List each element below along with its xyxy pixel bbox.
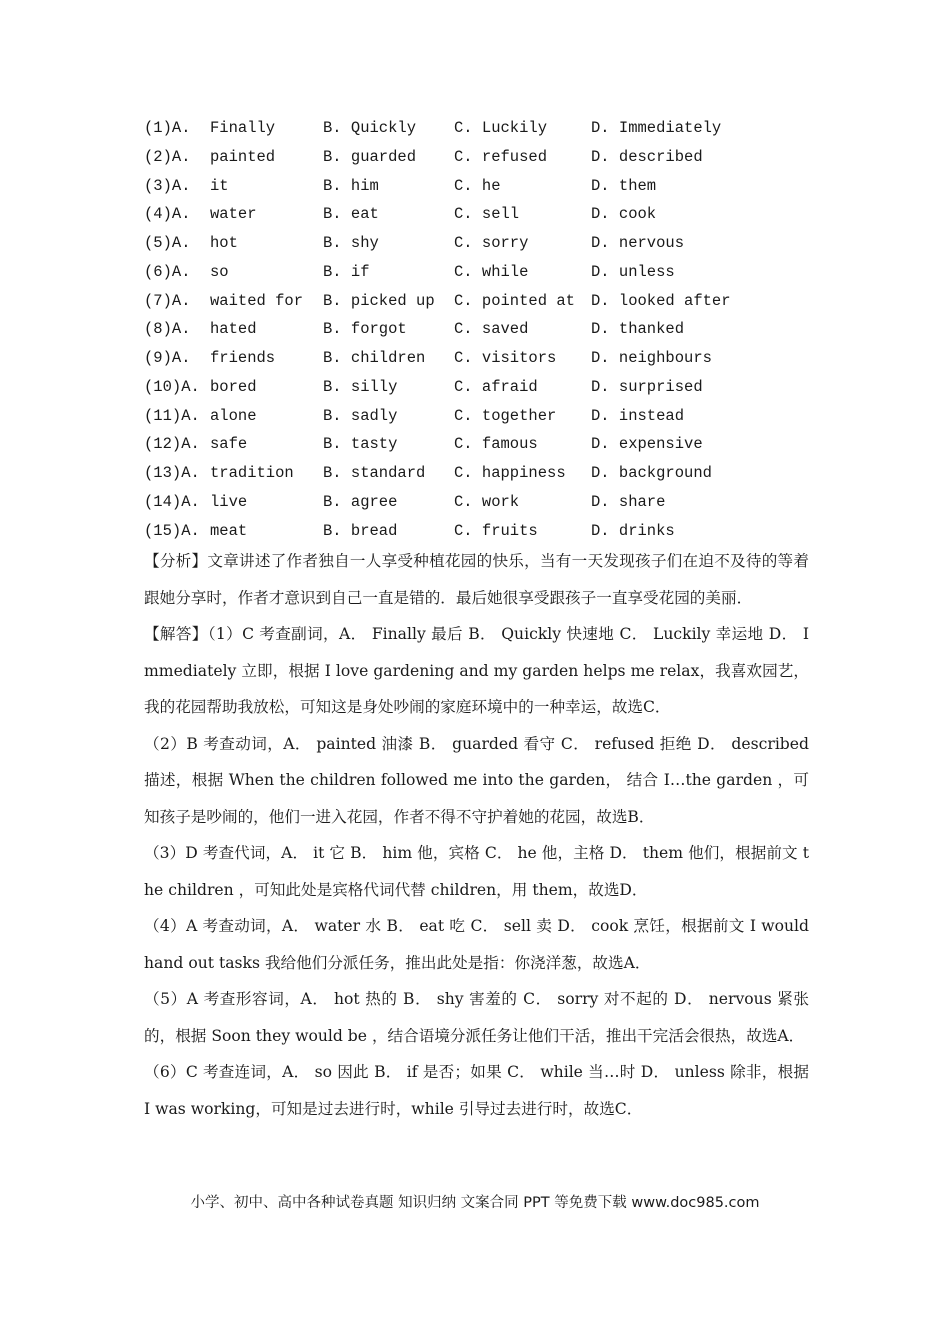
question-number: (13)A.	[144, 464, 200, 482]
option-row	[144, 459, 824, 488]
option-c: C. he	[454, 176, 501, 195]
answer-4: （4）A 考查动词，A． water 水 B． eat 吃 C． sell 卖 D． cook 烹饪，根据前文 I would hand out tasks 我给他们分派任务，推出此处是指：你浇洋葱，故选A．	[144, 917, 809, 972]
answer-3: （3）D 考查代词，A． it 它 B． him 他，宾格 C． he 他，主格 D． them 他们，根据前文 the children ，可知此处是宾格代词代替 children，用 them，故选D．	[144, 844, 809, 899]
option-b: B. Quickly	[323, 119, 417, 137]
option-a: hot	[210, 234, 238, 252]
option-a: live	[210, 492, 248, 511]
option-d: D. cook	[591, 205, 657, 224]
option-a: it	[210, 176, 229, 195]
option-row	[144, 287, 824, 316]
option-c: C. fruits	[454, 521, 538, 540]
option-b: B. picked up	[323, 291, 435, 310]
option-d: D. Immediately	[591, 119, 722, 137]
option-c: C. sell	[454, 205, 520, 224]
question-number: (5)A.	[144, 234, 191, 252]
option-c: C. famous	[454, 435, 538, 454]
option-a: friends	[210, 349, 276, 367]
option-d: D. thanked	[591, 320, 685, 339]
option-c: C. while	[454, 262, 529, 281]
option-d: D. background	[591, 464, 712, 482]
option-row	[144, 229, 824, 258]
option-row	[144, 172, 824, 201]
option-row	[144, 344, 824, 373]
question-number: (9)A.	[144, 349, 191, 367]
option-d: D. expensive	[591, 435, 703, 454]
option-b: B. sadly	[323, 406, 398, 425]
option-b: B. bread	[323, 521, 398, 540]
option-b: B. shy	[323, 234, 379, 252]
question-number: (7)A.	[144, 291, 191, 310]
option-row	[144, 373, 824, 402]
question-number: (10)A.	[144, 377, 200, 396]
option-d: D. instead	[591, 406, 685, 425]
option-b: B. him	[323, 176, 379, 195]
option-a: painted	[210, 147, 276, 166]
option-row	[144, 200, 824, 229]
question-number: (1)A.	[144, 119, 191, 137]
option-row	[144, 143, 824, 172]
option-row	[144, 430, 824, 459]
option-b: B. eat	[323, 205, 379, 224]
option-row	[144, 258, 824, 287]
option-c: C. afraid	[454, 377, 538, 396]
option-d: D. surprised	[591, 377, 703, 396]
option-c: C. refused	[454, 147, 548, 166]
question-number: (11)A.	[144, 406, 200, 425]
analysis-paragraph: 【分析】文章讲述了作者独自一人享受种植花园的快乐，当有一天发现孩子们在迫不及待的等着跟她分享时，作者才意识到自己一直是错的．最后她很享受跟孩子一直享受花园的美丽．	[144, 552, 809, 607]
option-b: B. if	[323, 262, 370, 281]
option-a: bored	[210, 377, 257, 396]
answer-2: （2）B 考查动词，A． painted 油漆 B． guarded 看守 C． refused 拒绝 D． described 描述，根据 When the children followed me into the garden， 结合 I…the garden ，可知孩子是吵闹的，他们一进入花园，作者不得不守护着她的花园，故选B．	[144, 734, 809, 826]
option-a: Finally	[210, 119, 276, 137]
option-a: hated	[210, 320, 257, 339]
option-b: B. agree	[323, 492, 398, 511]
option-b: B. standard	[323, 464, 426, 482]
analysis-section	[144, 543, 809, 1127]
question-number: (2)A.	[144, 147, 191, 166]
option-row	[144, 402, 824, 431]
option-c: C. happiness	[454, 464, 566, 482]
option-c: C. visitors	[454, 349, 557, 367]
option-d: D. looked after	[591, 291, 731, 310]
option-b: B. forgot	[323, 320, 407, 339]
option-row	[144, 488, 824, 517]
option-d: D. drinks	[591, 521, 675, 540]
option-a: safe	[210, 435, 248, 454]
question-number: (3)A.	[144, 176, 191, 195]
question-number: (15)A.	[144, 521, 200, 540]
option-a: alone	[210, 406, 257, 425]
option-c: C. sorry	[454, 234, 529, 252]
option-d: D. unless	[591, 262, 675, 281]
option-row	[144, 517, 824, 546]
option-c: C. Luckily	[454, 119, 548, 137]
option-b: B. guarded	[323, 147, 417, 166]
question-number: (14)A.	[144, 492, 200, 511]
option-a: water	[210, 205, 257, 224]
option-d: D. neighbours	[591, 349, 712, 367]
option-a: waited for	[210, 291, 304, 310]
option-row	[144, 315, 824, 344]
option-a: tradition	[210, 464, 294, 482]
option-a: meat	[210, 521, 248, 540]
question-number: (8)A.	[144, 320, 191, 339]
option-a: so	[210, 262, 229, 281]
options-list	[144, 114, 824, 545]
option-d: D. them	[591, 176, 657, 195]
option-d: D. described	[591, 147, 703, 166]
question-number: (6)A.	[144, 262, 191, 281]
option-row	[144, 114, 824, 143]
question-number: (12)A.	[144, 435, 200, 454]
option-d: D. nervous	[591, 234, 685, 252]
option-b: B. silly	[323, 377, 398, 396]
answer-5: （5）A 考查形容词，A． hot 热的 B． shy 害羞的 C． sorry 对不起的 D． nervous 紧张的，根据 Soon they would be ，结合语境分派任务让他们干活，推出干完活会很热，故选A．	[144, 990, 809, 1045]
answer-1: 【解答】（1）C 考查副词，A． Finally 最后 B． Quickly 快速地 C． Luckily 幸运地 D． Immediately 立即，根据 I love gardening and my garden helps me relax，我喜欢园艺，我的花园帮助我放松，可知这是身处吵闹的家庭环境中的一种幸运，故选C．	[144, 625, 809, 716]
option-c: C. saved	[454, 320, 529, 339]
answer-6: （6）C 考查连词，A． so 因此 B． if 是否；如果 C． while 当…时 D． unless 除非，根据 I was working，可知是过去进行时，while 引导过去进行时，故选C．	[144, 1063, 809, 1118]
option-b: B. tasty	[323, 435, 398, 454]
option-c: C. together	[454, 406, 557, 425]
option-b: B. children	[323, 349, 426, 367]
option-c: C. work	[454, 492, 520, 511]
question-number: (4)A.	[144, 205, 191, 224]
option-d: D. share	[591, 492, 666, 511]
page-footer: 小学、初中、高中各种试卷真题 知识归纳 文案合同 PPT 等免费下载 www.doc985.com	[190, 1195, 760, 1211]
option-c: C. pointed at	[454, 291, 575, 310]
